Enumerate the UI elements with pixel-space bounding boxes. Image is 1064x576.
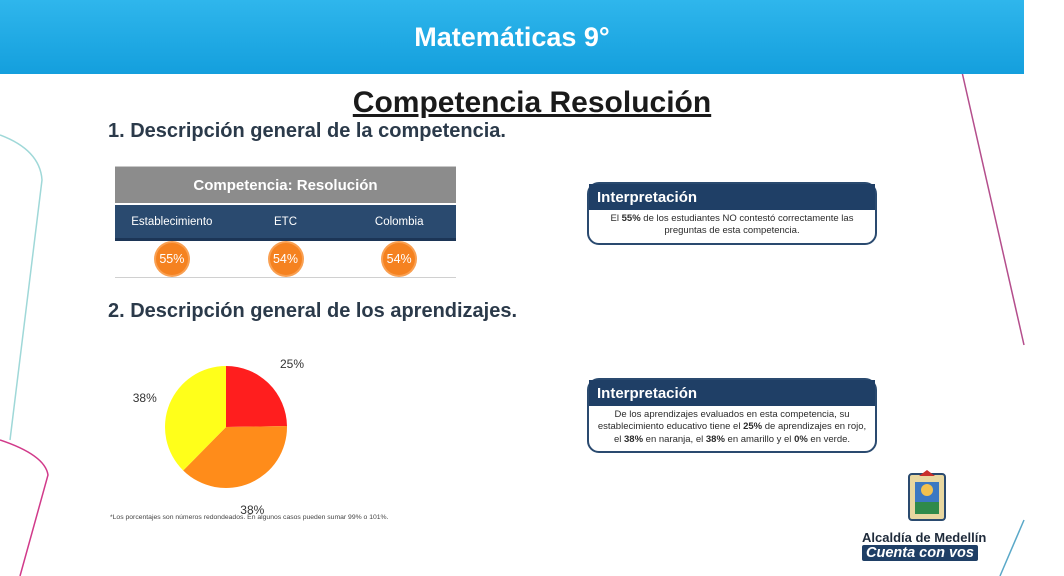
learning-pie-chart (132, 357, 340, 517)
section-heading-aprendizajes: 2. Descripción general de los aprendizajes. (108, 300, 518, 322)
footnote: *Los porcentajes son números redondeados. En algunos casos pueden sumar 99% o 101%. (110, 514, 389, 521)
pie-label: 38% (132, 390, 157, 405)
table-row (115, 241, 456, 278)
competency-table (115, 166, 456, 278)
table-title: Competencia: Resolución (115, 166, 456, 203)
interpretation-heading: Interpretación (589, 380, 875, 406)
pie-slice (226, 366, 287, 427)
interpretation-box-competencia (587, 182, 877, 245)
header-title: Matemáticas 9° (414, 22, 610, 52)
pie-label: 38% (240, 502, 265, 517)
interpretation-text: El 55% de los estudiantes NO contestó correctamente las preguntas de esta competencia. (610, 213, 854, 237)
table-header-row (115, 205, 456, 241)
percentage-badge: 54% (383, 243, 415, 275)
logo-name: Alcaldía de Medellín (862, 530, 987, 545)
logo-slogan: Cuenta con vos (862, 545, 978, 561)
column-header: Establecimiento (131, 215, 213, 228)
column-header: ETC (274, 215, 297, 228)
pie-label: 25% (280, 357, 305, 372)
coat-of-arms-logo (905, 468, 949, 526)
percentage-badge: 54% (270, 243, 302, 275)
interpretation-text: De los aprendizajes evaluados en esta competencia, su establecimiento educativo tiene el 25% de aprendizajes en rojo, el 38% en naranja, el 38% en amarillo y el 0% en verde. (597, 409, 867, 445)
interpretation-box-aprendizajes (587, 378, 877, 453)
column-header: Colombia (374, 215, 424, 228)
interpretation-heading: Interpretación (589, 184, 875, 210)
section-heading-competencia: 1. Descripción general de la competencia. (108, 120, 506, 142)
slide-title: Competencia Resolución (352, 86, 712, 119)
percentage-badge: 55% (156, 243, 188, 275)
